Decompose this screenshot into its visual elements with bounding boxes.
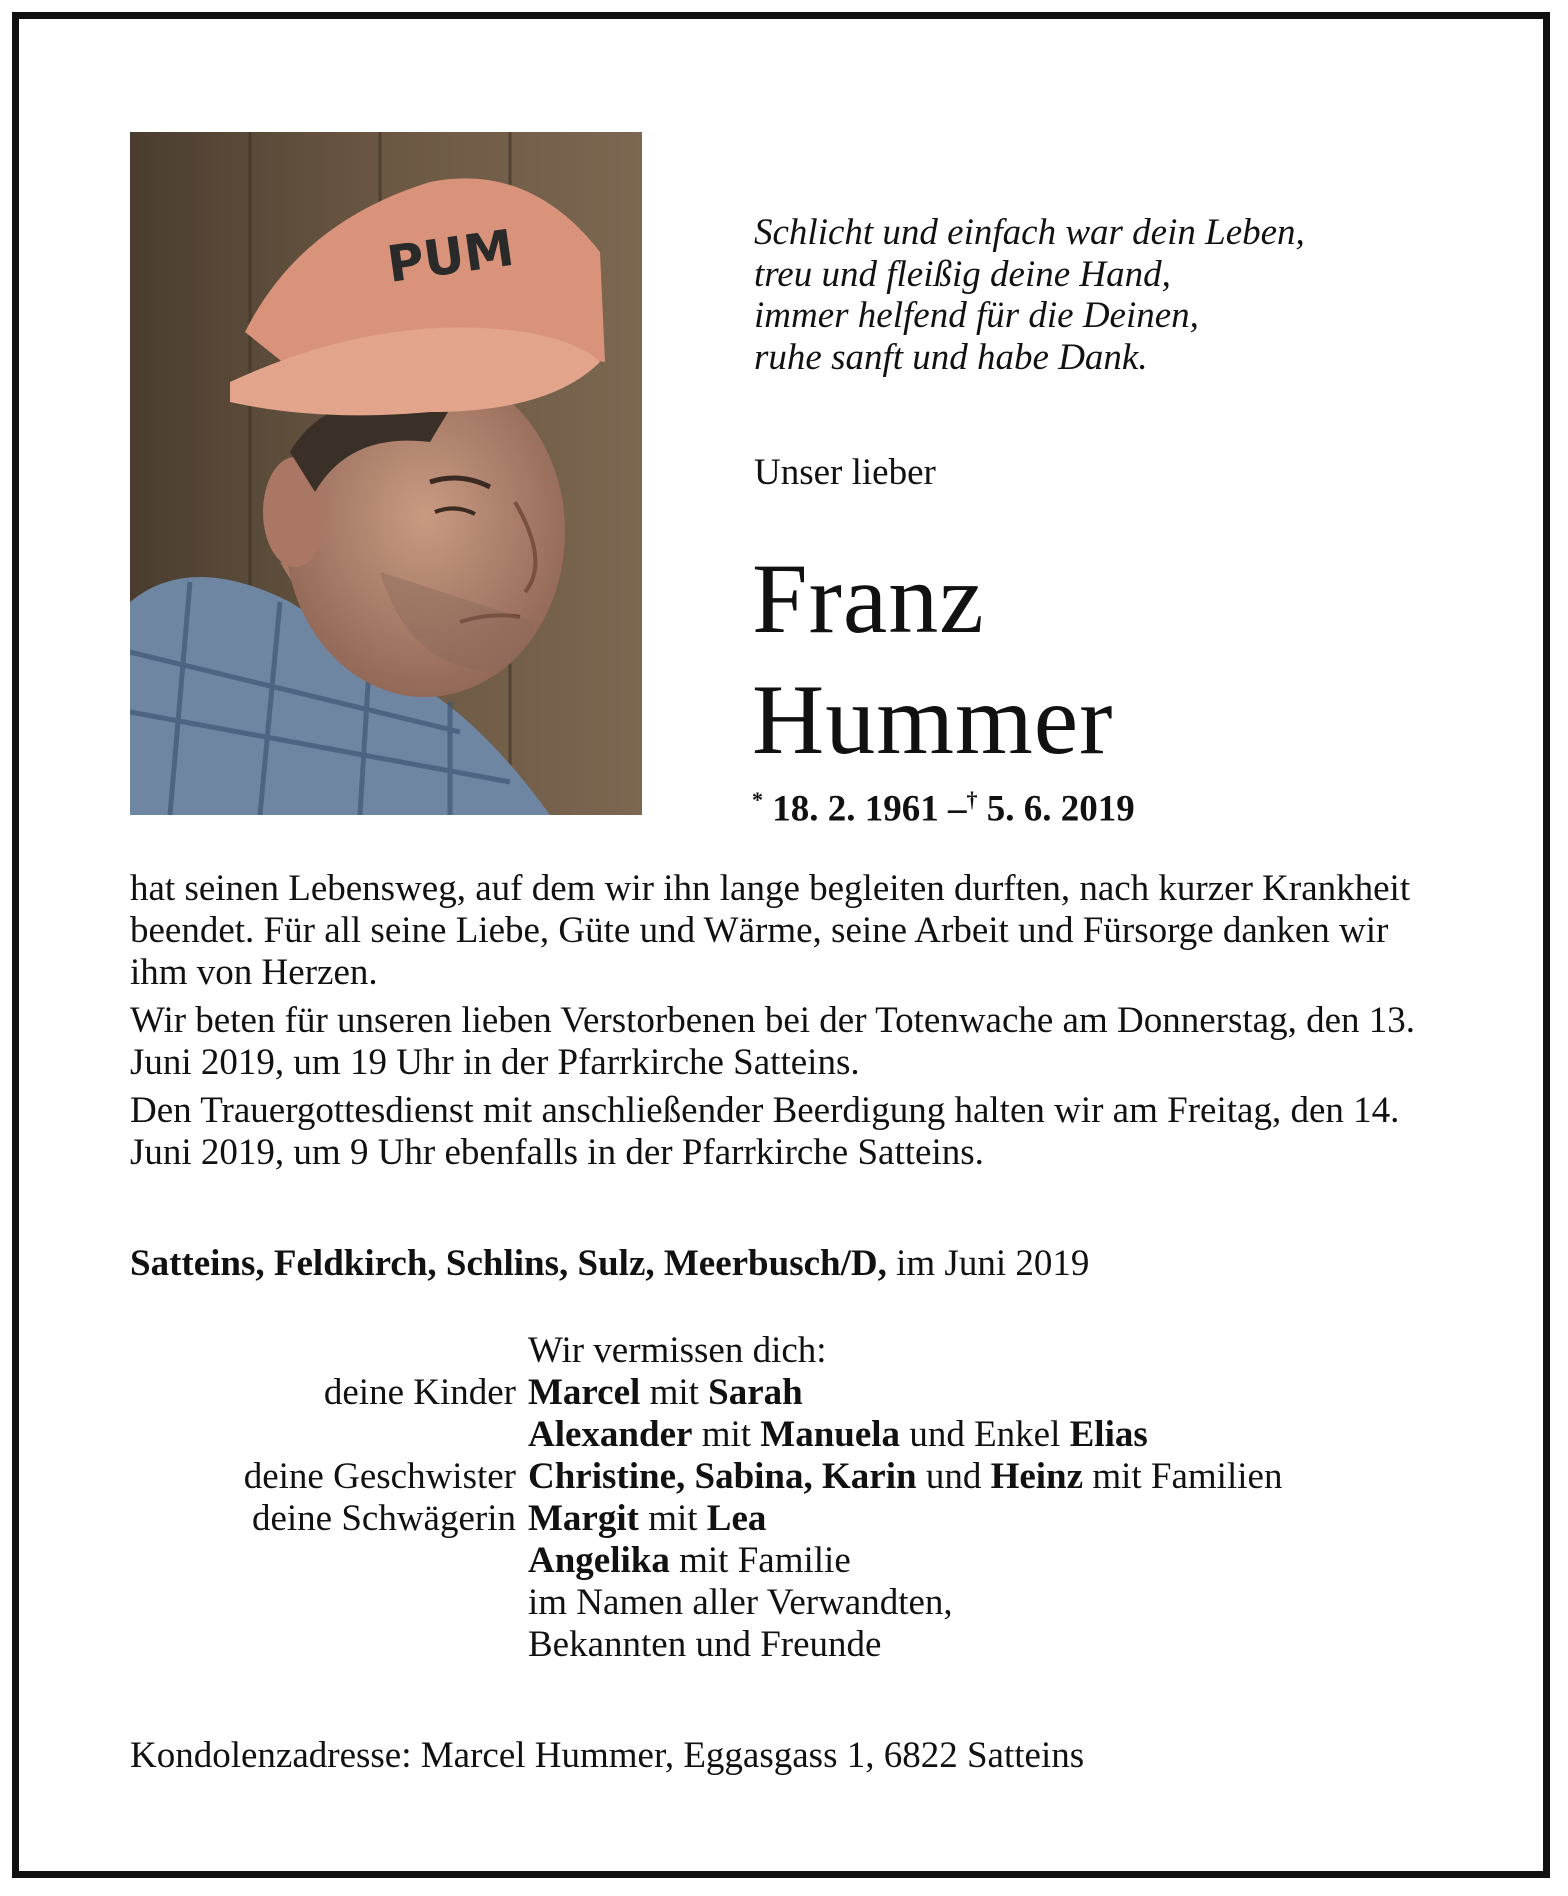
schwaegerin-label: deine Schwägerin (251, 1498, 516, 1539)
connector-text: mit (649, 1372, 699, 1413)
family-member-name: Sarah (708, 1372, 803, 1413)
obituary-body (130, 868, 1450, 1180)
body-paragraph: hat seinen Lebensweg, auf dem wir ihn lange begleiten durften, nach kurzer Krankheit beendet. Für all seine Liebe, Güte und Wärme, seine Arbeit und Fürsorge danken wir ihm von Herzen. (130, 868, 1411, 993)
connector-text: mit Familie (679, 1540, 851, 1581)
family-member-name: Marcel (528, 1372, 641, 1413)
geschwister-line (528, 1456, 1282, 1498)
family-member-name: Margit (528, 1498, 639, 1539)
closing-line-2: Bekannten und Freunde (528, 1624, 882, 1665)
kinder-label: deine Kinder (323, 1372, 516, 1413)
schwaegerin-line (528, 1498, 766, 1540)
places-bold: Satteins, Feldkirch, Schlins, Sulz, Meerbusch/D, (130, 1243, 887, 1284)
body-paragraph: Wir beten für unseren lieben Verstorbenen bei der Totenwache am Donnerstag, den 13. Juni 2019, um 19 Uhr in der Pfarrkirche Satteins. (130, 1000, 1415, 1083)
poem-line: Schlicht und einfach war dein Leben, (754, 212, 1305, 253)
places-line (130, 1242, 1089, 1286)
condolence-address: Kondolenzadresse: Marcel Hummer, Eggasgass 1, 6822 Satteins (130, 1735, 1085, 1776)
poem-line: immer helfend für die Deinen, (754, 295, 1199, 336)
kinder-line-1 (528, 1372, 803, 1414)
intro-text: Unser lieber (754, 452, 936, 493)
connector-text: und (925, 1456, 982, 1497)
body-paragraph: Den Trauergottesdienst mit anschließender Beerdigung halten wir am Freitag, den 14. Juni 2019, um 9 Uhr ebenfalls in der Pfarrkirche Satteins. (130, 1090, 1400, 1173)
family-member-name: Elias (1069, 1414, 1148, 1455)
poem-line: treu und fleißig deine Hand, (754, 253, 1171, 295)
date-separator: – (948, 788, 967, 830)
family-list (0, 1330, 1568, 1666)
poem (754, 212, 1474, 378)
birth-date: 18. 2. 1961 (772, 788, 939, 830)
family-member-name: Lea (706, 1498, 767, 1539)
family-heading: Wir vermissen dich: (528, 1330, 827, 1371)
poem-line: ruhe sanft und habe Dank. (754, 336, 1148, 378)
connector-text: mit (701, 1414, 752, 1455)
death-date: 5. 6. 2019 (986, 788, 1135, 830)
family-member-name: Angelika (528, 1540, 670, 1581)
hat-lettering: PUM (383, 218, 518, 294)
connector-text: und Enkel (909, 1414, 1061, 1455)
death-mark: † (966, 787, 978, 812)
life-dates (752, 778, 1135, 831)
deceased-name (752, 538, 1113, 780)
closing-line-1: im Namen aller Verwandten, (528, 1582, 953, 1623)
connector-text: mit (648, 1498, 698, 1539)
portrait-photo (130, 132, 642, 815)
portrait-image (130, 132, 642, 815)
connector-text: mit Familien (1092, 1456, 1283, 1497)
angelika-line (528, 1540, 851, 1582)
family-member-name: Heinz (990, 1456, 1084, 1497)
places-date: im Juni 2019 (896, 1243, 1090, 1284)
family-member-name: Manuela (760, 1414, 901, 1455)
family-member-name: Christine, Sabina, Karin (528, 1456, 917, 1497)
family-member-name: Alexander (528, 1414, 693, 1455)
last-name: Hummer (752, 664, 1114, 775)
kinder-line-2 (528, 1414, 1148, 1456)
birth-mark: * (752, 787, 763, 812)
first-name: Franz (752, 543, 985, 654)
geschwister-label: deine Geschwister (243, 1456, 516, 1497)
